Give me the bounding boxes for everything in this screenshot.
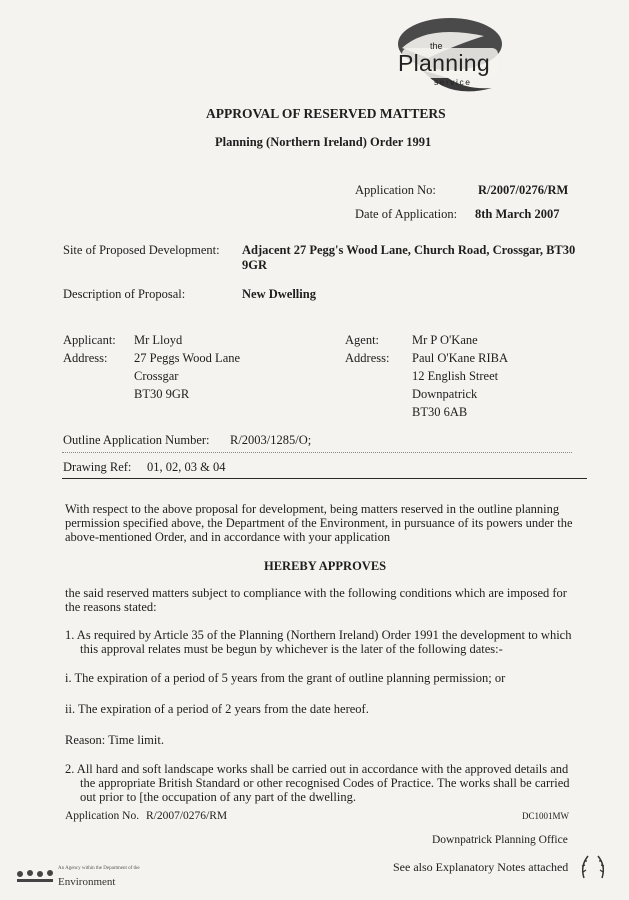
drawing-label: Drawing Ref: bbox=[63, 460, 132, 474]
condition-2-line: out prior to [the occupation of any part of the dwelling. bbox=[80, 790, 356, 804]
agent-name: Mr P O'Kane bbox=[412, 333, 478, 347]
condition-2-line: 2. All hard and soft landscape works shall be carried out in accordance with the approved details and bbox=[65, 762, 569, 776]
agent-address-line: 12 English Street bbox=[412, 369, 499, 383]
planning-office: Downpatrick Planning Office bbox=[432, 834, 568, 846]
condition-2-line: the appropriate British Standard or other recognised Codes of Practice. The works shall be carried bbox=[80, 776, 570, 790]
application-no-value: R/2007/0276/RM bbox=[478, 183, 569, 197]
intro-line: above-mentioned Order, and in accordance with your application bbox=[65, 530, 391, 544]
laurel-seal-icon bbox=[578, 852, 608, 882]
outline-value: R/2003/1285/O; bbox=[230, 433, 312, 447]
application-date-value: 8th March 2007 bbox=[475, 207, 560, 221]
applicant-address-label: Address: bbox=[63, 351, 108, 365]
outline-label: Outline Application Number: bbox=[63, 433, 210, 447]
agent-address-label: Address: bbox=[345, 351, 390, 365]
document-subtitle: Planning (Northern Ireland) Order 1991 bbox=[215, 135, 432, 149]
site-value-line1: Adjacent 27 Pegg's Wood Lane, Church Road, Crossgar, BT30 bbox=[242, 243, 576, 257]
logo-the-text: the bbox=[430, 41, 443, 51]
explanatory-notes: See also Explanatory Notes attached bbox=[393, 860, 569, 874]
environment-text: Environment bbox=[58, 876, 116, 888]
agency-text: An Agency within the Department of the bbox=[58, 866, 140, 871]
planning-service-logo bbox=[388, 14, 506, 104]
dotted-divider bbox=[62, 452, 572, 453]
logo-service-text: service bbox=[434, 77, 472, 87]
agent-address-line: BT30 6AB bbox=[412, 405, 468, 419]
hereby-approves-heading: HEREBY APPROVES bbox=[264, 559, 387, 573]
agent-address-line: Downpatrick bbox=[412, 387, 478, 401]
intro-line: With respect to the above proposal for development, being matters reserved in the outline planning bbox=[65, 502, 560, 516]
site-label: Site of Proposed Development: bbox=[63, 243, 220, 257]
applicant-address-line: 27 Peggs Wood Lane bbox=[134, 351, 241, 365]
condition-1-ii: ii. The expiration of a period of 2 years from the date hereof. bbox=[65, 702, 369, 716]
agent-label: Agent: bbox=[345, 333, 380, 347]
description-value: New Dwelling bbox=[242, 287, 316, 301]
logo-planning-text: Planning bbox=[398, 50, 490, 76]
condition-1-i: i. The expiration of a period of 5 years from the grant of outline planning permission; or bbox=[65, 671, 506, 685]
application-date-label: Date of Application: bbox=[355, 207, 458, 221]
intro-line: permission specified above, the Department of the Environment, in pursuance of its powers under the bbox=[65, 516, 573, 530]
form-code: DC1001MW bbox=[522, 811, 569, 821]
applicant-address-line: BT30 9GR bbox=[134, 387, 190, 401]
applicant-label: Applicant: bbox=[63, 333, 116, 347]
agent-address-line: Paul O'Kane RIBA bbox=[412, 351, 508, 365]
document-title: APPROVAL OF RESERVED MATTERS bbox=[206, 106, 446, 121]
application-no-label: Application No: bbox=[355, 183, 436, 197]
applicant-address-line: Crossgar bbox=[134, 369, 179, 383]
condition-1-line: this approval relates must be begun by whichever is the later of the following dates:- bbox=[80, 642, 503, 656]
department-crest-icon bbox=[14, 868, 60, 886]
site-value-line2: 9GR bbox=[242, 258, 267, 272]
applicant-name: Mr Lloyd bbox=[134, 333, 183, 347]
drawing-value: 01, 02, 03 & 04 bbox=[147, 460, 226, 474]
footer-application-label: Application No. bbox=[65, 810, 140, 822]
reason-text: Reason: Time limit. bbox=[65, 733, 164, 747]
footer-application-value: R/2007/0276/RM bbox=[146, 810, 228, 822]
condition-1-line: 1. As required by Article 35 of the Planning (Northern Ireland) Order 1991 the development to which bbox=[65, 628, 572, 642]
subject-line: the said reserved matters subject to compliance with the following conditions which are imposed for bbox=[65, 586, 567, 600]
subject-line: the reasons stated: bbox=[65, 600, 157, 614]
section-divider bbox=[62, 478, 587, 479]
description-label: Description of Proposal: bbox=[63, 287, 186, 301]
